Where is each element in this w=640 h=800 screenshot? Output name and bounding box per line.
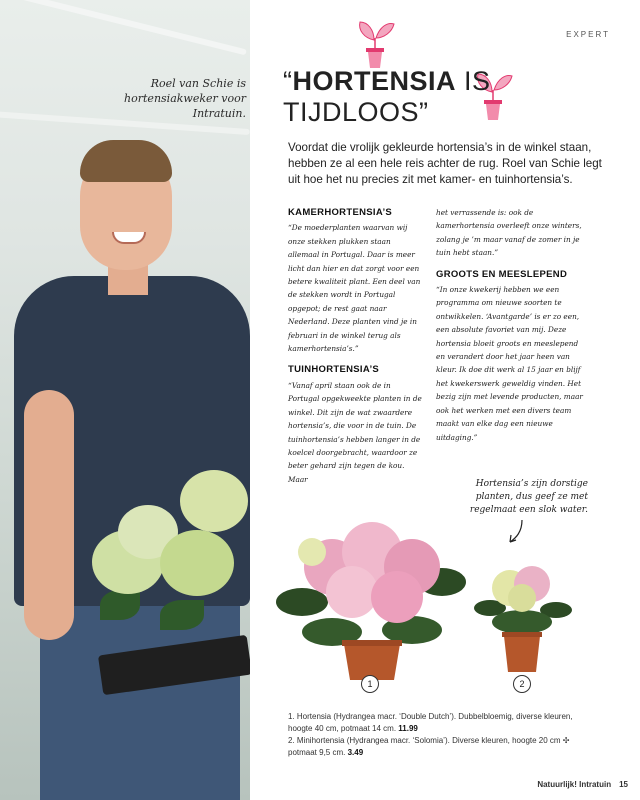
photo-caption: Roel van Schie is hortensiakweker voor Intratuin. — [124, 77, 246, 120]
section-label: EXPERT — [566, 30, 610, 39]
title-bold: HORTENSIA — [292, 66, 457, 96]
arrow-icon — [504, 518, 528, 546]
section-text: “Vanaf april staan ook de in Portugal opgekweekte planten in de winkel. Dit zijn de wat zwaardere hortensia’s, die voor in de tuin. De tuinhortensia’s hebben langer in de koelcel doorgebracht, waardoor ze beter gehard zijn tegen de kou. Maar — [288, 380, 422, 484]
title-quote: “ — [283, 66, 293, 96]
section-text: “De moederplanten waarvan wij onze stekken plukken staan allemaal in Portugal. Daar is meer licht dan hier en dat zorgt voor een betere kwaliteit plant. Een deel van de stekken wordt in Portugal opgepot; de rest gaat naar Nederland. Deze planten vind je in februari in de winkel terug als kamerhortensia’s.” — [288, 223, 421, 354]
watering-tip: Hortensia’s zijn dorstige planten, dus geef ze met regelmaat een slok water. — [469, 479, 588, 515]
text-column-right — [436, 206, 586, 452]
product-number-badge: 2 — [513, 675, 531, 693]
hydrangea-bloom — [180, 470, 248, 532]
product-number-badge: 1 — [361, 675, 379, 693]
greenhouse-beam — [0, 0, 247, 55]
jeans — [40, 600, 240, 800]
intro-paragraph: Voordat die vrolijk gekleurde hortensia’s in de winkel staan, hebben ze al een hele reis achter de rug. Roel van Schie legt uit hoe het nu precies zit met kamer- en tuinhortensia’s. — [288, 141, 602, 186]
article-title — [283, 66, 543, 128]
section-heading: KAMERHORTENSIA’S — [288, 207, 393, 218]
section-heading: GROOTS EN MEESLEPEND — [436, 268, 568, 280]
section-text: “In onze kwekerij hebben we een programma om nieuwe soorten te ontwikkelen. ‘Avantgarde’ is er zo een, een absolute favoriet van mij. Deze hortensia bloeit groots en meeslepend en verandert door het jaar heen van kleur. Ik doe dit werk al 15 jaar en blijf het kwekerswerk geweldig vinden. Het bezig zijn met levende producten, maar ook het werken met een divers team maakt van elke dag een nieuwe uitdaging.” — [436, 285, 583, 442]
portrait-photo — [0, 0, 250, 800]
product-line — [288, 735, 598, 759]
text-column-left — [288, 206, 424, 494]
product-line — [288, 711, 598, 735]
page-number: 15 — [619, 780, 628, 789]
product-list — [288, 711, 598, 759]
hair — [80, 140, 172, 182]
leaf — [100, 590, 140, 620]
leaf — [160, 600, 204, 630]
section-heading: TUINHORTENSIA’S — [288, 364, 380, 376]
product-description: 1. Hortensia (Hydrangea macr. ‘Double Dutch’). Dubbelbloemig, diverse kleuren, hoogte 40 cm, potmaat 14 cm. — [288, 712, 573, 733]
brand-name: Natuurlijk! Intratuin — [537, 780, 612, 789]
page-footer — [537, 780, 628, 789]
product-price: 11.99 — [398, 724, 418, 733]
hydrangea-bloom — [160, 530, 234, 596]
hydrangea-large-image — [272, 512, 468, 688]
section-text: het verrassende is: ook de kamerhortensia overleeft onze winters, zolang je ’m maar vanaf de zomer in je tuin hebt staan.” — [436, 208, 582, 258]
product-price: 3.49 — [347, 748, 364, 757]
plant-pot-icon — [354, 14, 396, 70]
title-rest: IS TIJDLOOS” — [283, 66, 491, 127]
product-description: 2. Minihortensia (Hydrangea macr. ‘Solomia’). Diverse kleuren, hoogte 20 cm ✣ potmaat 9,5 cm. — [288, 736, 570, 757]
arm — [24, 390, 74, 640]
hydrangea-mini-image — [472, 560, 572, 682]
